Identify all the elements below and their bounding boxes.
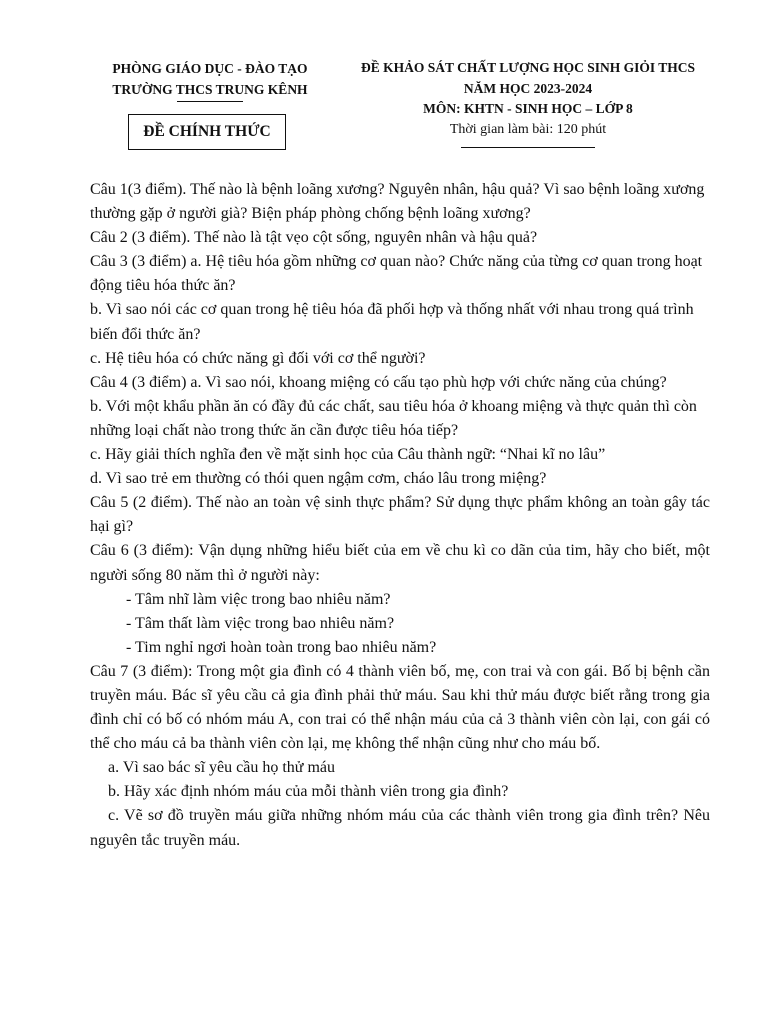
question-6-item-3: - Tim nghỉ ngơi hoàn toàn trong bao nhiêu năm? <box>126 638 437 656</box>
question-5: Câu 5 (2 điểm). Thế nào an toàn vệ sinh thực phẩm? Sử dụng thực phẩm không an toàn gây tác hại gì? <box>90 494 710 536</box>
question-3a: Câu 3 (3 điểm) a. Hệ tiêu hóa gồm những cơ quan nào? Chức năng của từng cơ quan trong hoạt động tiêu hóa thức ăn? <box>90 253 703 295</box>
question-4c: c. Hãy giải thích nghĩa đen về mặt sinh học của Câu thành ngữ: “Nhai kĩ no lâu” <box>90 446 606 464</box>
question-7a: a. Vì sao bác sĩ yêu cầu họ thử máu <box>108 759 335 777</box>
school-name: TRƯỜNG THCS TRUNG KÊNH <box>112 82 308 97</box>
question-4a: Câu 4 (3 điểm) a. Vì sao nói, khoang miệng có cấu tạo phù hợp với chức năng của chúng? <box>90 373 667 391</box>
question-6-item-2: - Tâm thất làm việc trong bao nhiêu năm? <box>126 614 395 632</box>
subject: MÔN: KHTN - SINH HỌC – LỚP 8 <box>423 101 633 116</box>
exam-header <box>338 58 718 148</box>
question-7c: c. Vẽ sơ đồ truyền máu giữa những nhóm máu của các thành viên trong gia đình trên? Nêu nguyên tắc truyền máu. <box>90 807 710 849</box>
question-7b: b. Hãy xác định nhóm máu của mỗi thành viên trong gia đình? <box>108 783 509 801</box>
question-3b: b. Vì sao nói các cơ quan trong hệ tiêu hóa đã phối hợp và thống nhất với nhau trong quá trình biến đổi thức ăn? <box>90 301 694 343</box>
exam-header-underline <box>461 147 595 148</box>
school-underline <box>177 101 243 102</box>
school-header <box>90 58 330 102</box>
question-6-item-1: - Tâm nhĩ làm việc trong bao nhiêu năm? <box>126 590 391 608</box>
question-7: Câu 7 (3 điểm): Trong một gia đình có 4 thành viên bố, mẹ, con trai và con gái. Bố bị bệnh cần truyền máu. Bác sĩ yêu cầu cả gia đình phải thử máu. Sau khi thử máu được biết rằng trong gia đình chỉ có bố có nhóm máu A, con trai có thể nhận máu của cả 3 thành viên còn lại, con gái có thể cho máu cả ba thành viên còn lại, mẹ không thể nhận cũng như cho máu bố. <box>90 662 710 753</box>
question-3c: c. Hệ tiêu hóa có chức năng gì đối với cơ thể người? <box>90 349 426 367</box>
department-name: PHÒNG GIÁO DỤC - ĐÀO TẠO <box>112 61 308 76</box>
question-4b: b. Với một khẩu phần ăn có đầy đủ các chất, sau tiêu hóa ở khoang miệng và thực quản thì còn những loại chất nào trong thức ăn cần được tiêu hóa tiếp? <box>90 397 697 439</box>
question-2: Câu 2 (3 điểm). Thế nào là tật vẹo cột sống, nguyên nhân và hậu quả? <box>90 229 538 247</box>
official-exam-stamp: ĐỀ CHÍNH THỨC <box>128 114 286 150</box>
question-4d: d. Vì sao trẻ em thường có thói quen ngậm cơm, cháo lâu trong miệng? <box>90 470 547 488</box>
question-6: Câu 6 (3 điểm): Vận dụng những hiểu biết của em về chu kì co dãn của tim, hãy cho biết, một người sống 80 năm thì ở người này: <box>90 542 710 584</box>
school-year: NĂM HỌC 2023-2024 <box>463 80 593 96</box>
time-allowed: Thời gian làm bài: 120 phút <box>449 121 607 137</box>
exam-title: ĐỀ KHẢO SÁT CHẤT LƯỢNG HỌC SINH GIỎI THCS <box>360 60 696 75</box>
question-1: Câu 1(3 điểm). Thế nào là bệnh loãng xương? Nguyên nhân, hậu quả? Vì sao bệnh loãng xương thường gặp ở người già? Biện pháp phòng chống bệnh loãng xương? <box>90 181 705 223</box>
exam-questions <box>90 178 710 853</box>
